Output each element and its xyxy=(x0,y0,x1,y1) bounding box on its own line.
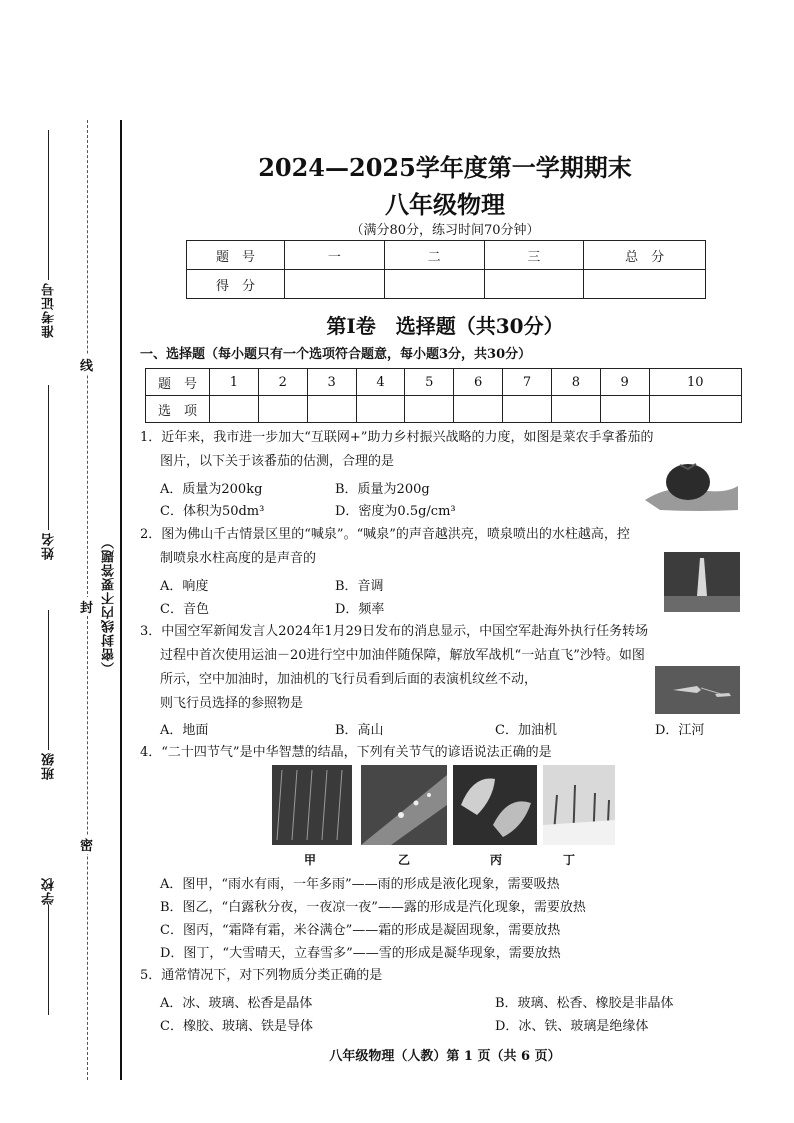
q2-option-d: D．频率 xyxy=(335,602,385,617)
q4-option-c: C．图丙，“霜降有霜，米谷满仓”——霜的形成是凝固现象，需要放热 xyxy=(160,923,561,938)
score-row-label: 得 分 xyxy=(187,270,285,299)
answer-header: 5 xyxy=(405,369,454,396)
answer-cell[interactable] xyxy=(258,396,307,423)
score-cell[interactable] xyxy=(284,270,384,299)
q5-option-c: C．橡胶、玻璃、铁是导体 xyxy=(160,1019,313,1034)
q2-option-b: B．音调 xyxy=(335,579,384,594)
section-heading: 一、选择题（每小题只有一个选项符合题意，每小题3分，共30分） xyxy=(140,347,532,362)
q3-option-d: D．江河 xyxy=(655,723,705,738)
q3-line4: 则飞行员选择的参照物是 xyxy=(160,696,304,711)
exam-id-line xyxy=(48,130,49,280)
answer-cell[interactable] xyxy=(307,396,356,423)
answer-header: 1 xyxy=(210,369,259,396)
q2-line1: 2．图为佛山千古情景区里的“喊泉”。“喊泉”的声音越洪亮，喷泉喷出的水柱越高，控 xyxy=(140,527,630,542)
score-cell[interactable] xyxy=(584,270,706,299)
fountain-image xyxy=(664,552,740,612)
rain-image xyxy=(272,765,352,845)
dew-image xyxy=(361,765,447,845)
q1-option-c: C．体积为50dm³ xyxy=(160,504,265,519)
q5-option-b: B．玻璃、松香、橡胶是非晶体 xyxy=(495,996,674,1011)
score-cell[interactable] xyxy=(384,270,484,299)
school-label: 学校 xyxy=(42,877,57,905)
score-header: 三 xyxy=(484,241,584,270)
q2-option-a: A．响度 xyxy=(160,579,209,594)
q3-option-c: C．加油机 xyxy=(495,723,557,738)
answer-header: 3 xyxy=(307,369,356,396)
q4-option-a: A．图甲，“雨水有雨，一年多雨”——雨的形成是液化现象，需要吸热 xyxy=(160,877,560,892)
exam-id-label: 准考证号 xyxy=(42,282,57,338)
snow-image xyxy=(543,765,615,845)
answer-header: 题 号 xyxy=(146,369,210,396)
q1-line1: 1．近年来，我市进一步加大“互联网+”助力乡村振兴战略的力度，如图是菜农手拿番茄的 xyxy=(140,430,654,445)
page-footer: 八年级物理（人教）第 1 页（共 6 页） xyxy=(329,1049,561,1064)
seal-note: （密封线内不要答题） xyxy=(102,535,117,675)
answer-cell[interactable] xyxy=(356,396,405,423)
q2-option-c: C．音色 xyxy=(160,602,209,617)
q1-option-b: B．质量为200g xyxy=(335,482,430,497)
margin-divider xyxy=(120,120,122,1080)
score-cell[interactable] xyxy=(484,270,584,299)
q3-line3: 所示，空中加油时，加油机的飞行员看到后面的表演机纹丝不动， xyxy=(160,672,538,687)
answer-cell[interactable] xyxy=(454,396,503,423)
caption-jia: 甲 xyxy=(304,853,317,867)
q5-option-a: A．冰、玻璃、松香是晶体 xyxy=(160,996,313,1011)
score-header: 二 xyxy=(384,241,484,270)
answer-cell[interactable] xyxy=(405,396,454,423)
exam-note: （满分80分，练习时间70分钟） xyxy=(350,223,540,238)
answer-cell[interactable] xyxy=(210,396,259,423)
q4-line1: 4．“二十四节气”是中华智慧的结晶，下列有关节气的谚语说法正确的是 xyxy=(140,745,552,760)
answer-row-label: 选 项 xyxy=(146,396,210,423)
answer-cell[interactable] xyxy=(551,396,600,423)
class-label: 班级 xyxy=(42,752,57,780)
aerial-refueling-image xyxy=(655,666,740,714)
class-line xyxy=(48,610,49,750)
q3-line2: 过程中首次使用运油－20进行空中加油伴随保障，解放军战机“一站直飞”沙特。如图 xyxy=(160,648,645,663)
q3-line1: 3．中国空军新闻发言人2024年1月29日发布的消息显示，中国空军赴海外执行任务转场 xyxy=(140,624,649,639)
q3-option-a: A．地面 xyxy=(160,723,209,738)
exam-title: 2024—2025学年度第一学期期末 xyxy=(258,153,632,182)
subject-title: 八年级物理 xyxy=(385,190,505,219)
frost-image xyxy=(453,765,537,845)
score-header: 题 号 xyxy=(187,241,285,270)
q1-option-d: D．密度为0.5g/cm³ xyxy=(335,504,456,519)
seal-mark-secret: 密 xyxy=(80,835,93,854)
answer-header: 6 xyxy=(454,369,503,396)
seal-mark-seal: 封 xyxy=(80,597,93,616)
q3-option-b: B．高山 xyxy=(335,723,384,738)
score-header: 一 xyxy=(284,241,384,270)
q5-line1: 5．通常情况下，对下列物质分类正确的是 xyxy=(140,968,383,983)
tomato-in-hand-image xyxy=(640,450,740,514)
answer-header: 8 xyxy=(551,369,600,396)
q2-line2: 制喷泉水柱高度的是声音的 xyxy=(160,551,317,566)
part1-title: 第Ⅰ卷 选择题（共30分） xyxy=(326,314,564,338)
q5-option-d: D．冰、铁、玻璃是绝缘体 xyxy=(495,1019,649,1034)
score-header: 总 分 xyxy=(584,241,706,270)
name-label: 姓名 xyxy=(42,532,57,560)
name-line xyxy=(48,385,49,530)
answer-header: 2 xyxy=(258,369,307,396)
q1-line2: 图片，以下关于该番茄的估测，合理的是 xyxy=(160,454,395,469)
answer-cell[interactable] xyxy=(503,396,552,423)
answer-header: 7 xyxy=(503,369,552,396)
caption-yi: 乙 xyxy=(398,853,411,867)
answer-cell[interactable] xyxy=(600,396,649,423)
q4-option-b: B．图乙，“白露秋分夜，一夜凉一夜”——露的形成是汽化现象，需要放热 xyxy=(160,900,586,915)
score-table xyxy=(186,240,706,299)
school-line xyxy=(48,905,49,1015)
answer-header: 4 xyxy=(356,369,405,396)
seal-mark-line: 线 xyxy=(80,355,93,374)
answer-cell[interactable] xyxy=(649,396,741,423)
caption-bing: 丙 xyxy=(490,853,503,867)
answer-header: 9 xyxy=(600,369,649,396)
q1-option-a: A．质量为200kg xyxy=(160,482,263,497)
answer-header: 10 xyxy=(649,369,741,396)
q4-option-d: D．图丁，“大雪晴天，立春雪多”——雪的形成是凝华现象，需要放热 xyxy=(160,946,561,961)
answer-table xyxy=(145,368,742,423)
caption-ding: 丁 xyxy=(563,853,576,867)
